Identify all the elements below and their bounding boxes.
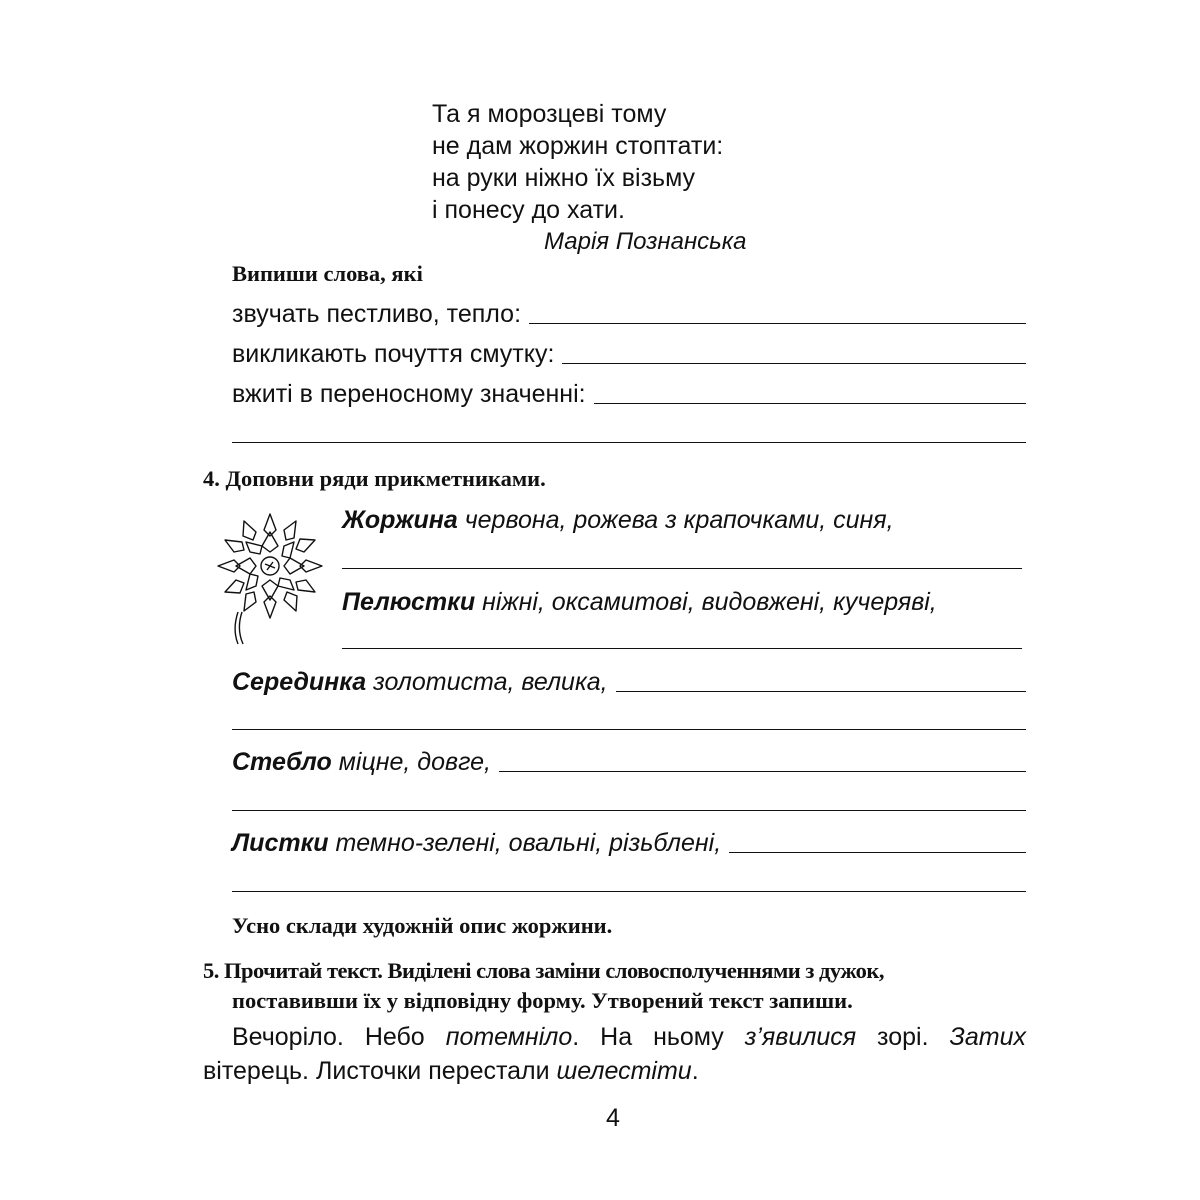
words-leaves: темно-зелені, овальні, різьблені, [335, 829, 722, 857]
words-dahlia: червона, рожева з крапочками, синя, [464, 506, 894, 534]
dahlia-flower-icon [208, 508, 330, 646]
task5-heading-line-2: поставивши їх у відповідну форму. Утворений текст запиши. [232, 988, 853, 1013]
text-fragment: зорі. [856, 1023, 950, 1051]
page-number: 4 [606, 1104, 620, 1132]
poem-line-1: Та я морозцеві тому [432, 100, 667, 128]
highlighted-word: шелестіти [556, 1057, 692, 1085]
answer-line[interactable] [529, 323, 1026, 324]
text-fragment: вітерець. Листочки перестали [203, 1057, 557, 1085]
poem-line-3: на руки ніжно їх візьму [432, 164, 696, 192]
answer-line[interactable] [232, 810, 1026, 811]
term-leaves: Листки [232, 829, 329, 857]
task3-prompt-1: звучать пестливо, тепло: [232, 300, 522, 328]
poem-author: Марія Познанська [544, 228, 747, 255]
term-center: Серединка [232, 668, 367, 696]
answer-line[interactable] [342, 568, 1022, 569]
task3-prompt-2: викликають почуття смутку: [232, 340, 555, 368]
task5-text-line-1 [232, 1020, 1026, 1054]
answer-line[interactable] [499, 771, 1026, 772]
highlighted-word: Затих [949, 1023, 1026, 1051]
answer-line[interactable] [342, 648, 1022, 649]
answer-line[interactable] [616, 691, 1026, 692]
task4-row-1 [342, 506, 894, 535]
answer-line[interactable] [232, 442, 1026, 443]
poem-line-4: і понесу до хати. [432, 196, 625, 224]
task3-row-3 [232, 380, 1026, 409]
task4-row-2 [342, 588, 937, 617]
task4-oral-task: Усно склади художній опис жоржини. [232, 913, 613, 938]
task3-row-2 [232, 340, 1026, 369]
text-fragment: Вечоріло. Небо [232, 1023, 446, 1051]
answer-line[interactable] [232, 729, 1026, 730]
task4-row-4 [232, 748, 1026, 777]
task5-text-line-2 [203, 1054, 699, 1088]
term-dahlia: Жоржина [342, 506, 458, 534]
term-stem: Стебло [232, 748, 332, 776]
task5-heading-line-1: 5. Прочитай текст. Виділені слова заміни словосполученнями з дужок, [203, 958, 884, 983]
task3-prompt-3: вжиті в переносному значенні: [232, 380, 586, 408]
text-fragment: . На ньому [572, 1023, 745, 1051]
task4-row-3 [232, 668, 1026, 697]
task3-row-1 [232, 300, 1026, 329]
words-center: золотиста, велика, [373, 668, 608, 696]
answer-line[interactable] [562, 363, 1026, 364]
term-petals: Пелюстки [342, 588, 476, 616]
text-fragment: . [691, 1057, 699, 1085]
task4-heading: 4. Доповни ряди прикметниками. [203, 466, 546, 491]
highlighted-word: потемніло [445, 1023, 573, 1051]
answer-line[interactable] [232, 891, 1026, 892]
highlighted-word: з’явилися [744, 1023, 857, 1051]
words-stem: міцне, довге, [338, 748, 491, 776]
words-petals: ніжні, оксамитові, видовжені, кучеряві, [482, 588, 937, 616]
task3-instruction: Випиши слова, які [232, 261, 423, 286]
poem-line-2: не дам жоржин стоптати: [432, 132, 724, 160]
task4-row-5 [232, 829, 1026, 858]
answer-line[interactable] [729, 852, 1026, 853]
answer-line[interactable] [594, 403, 1026, 404]
